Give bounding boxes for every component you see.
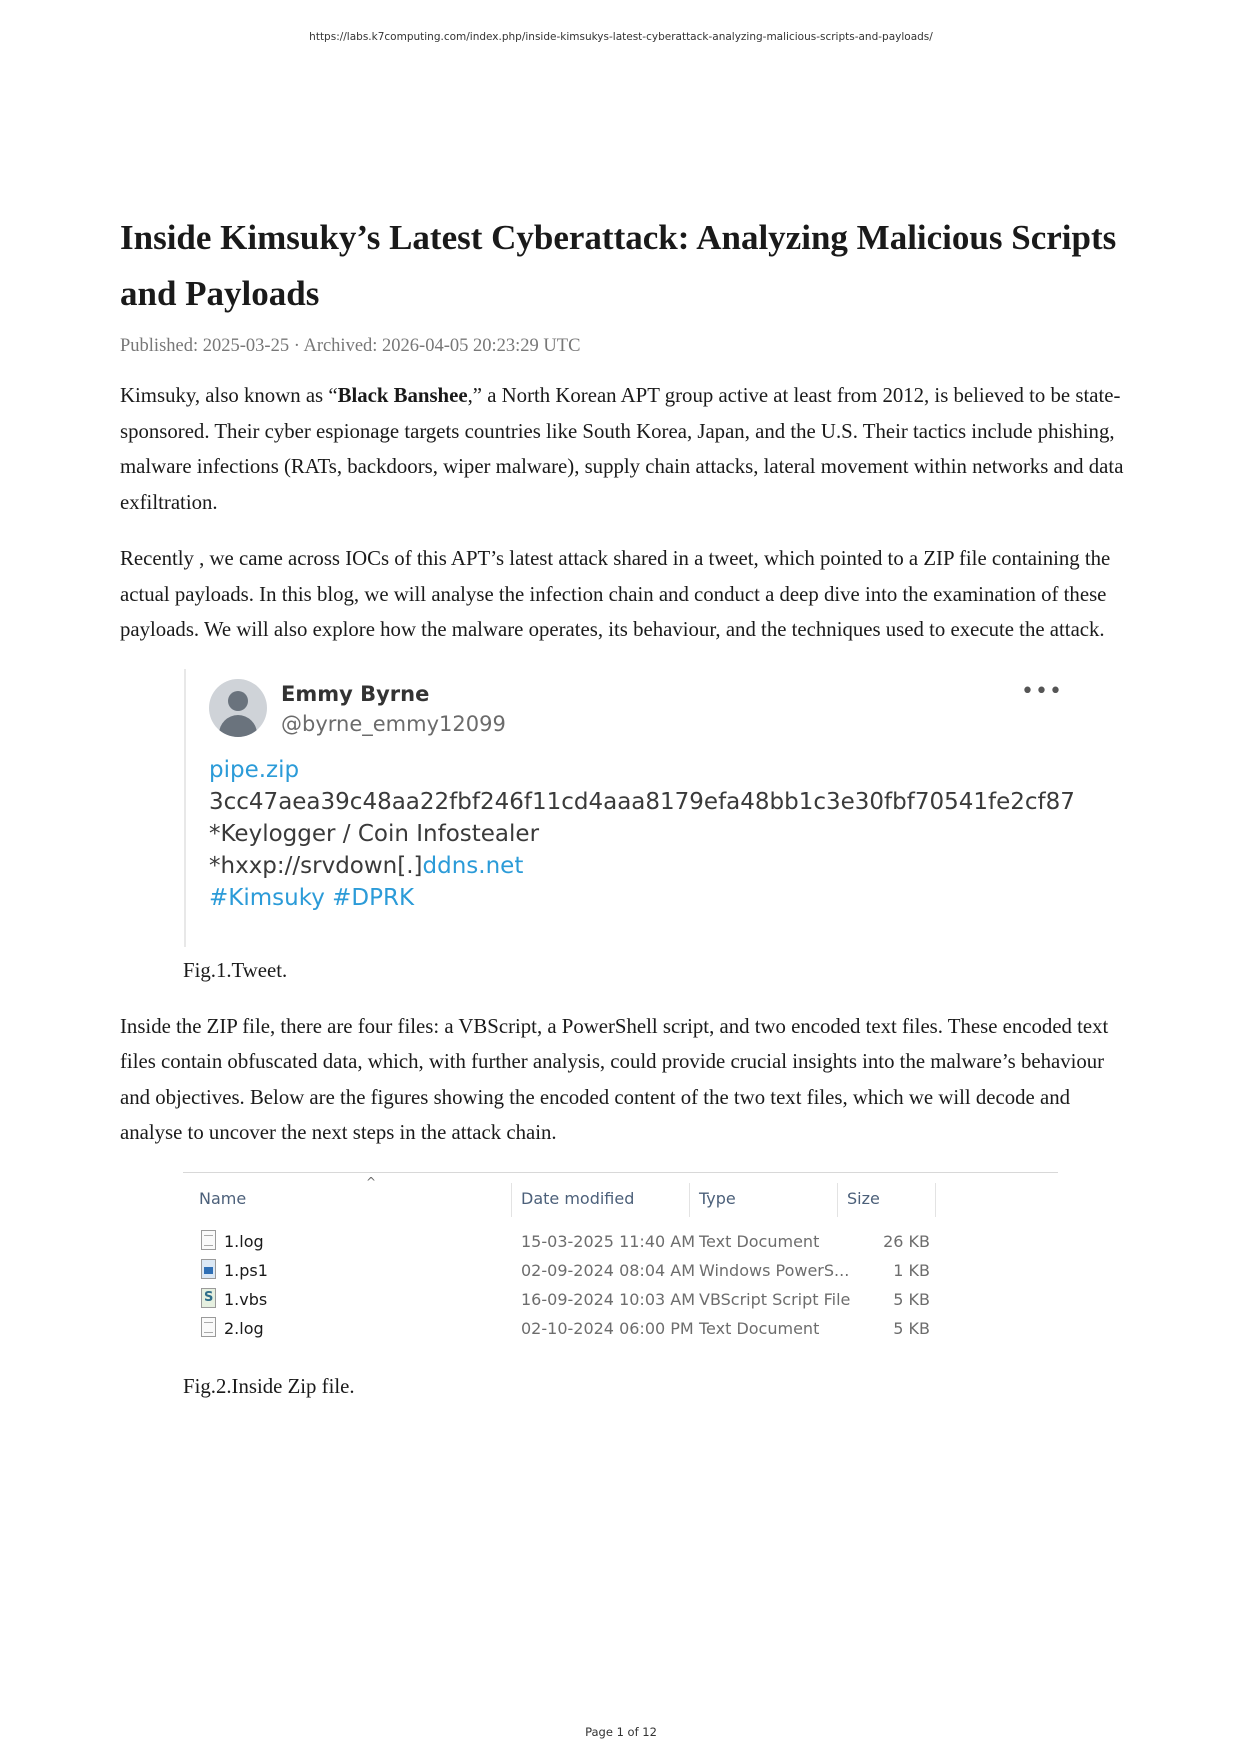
tweet-url-link: ddns.net	[422, 852, 524, 879]
column-header-date: Date modified	[521, 1188, 635, 1208]
file-type: Windows PowerS...	[699, 1260, 850, 1280]
column-divider	[511, 1183, 512, 1217]
tweet-hashtags: #Kimsuky #DPRK	[209, 884, 415, 911]
vbscript-file-icon	[201, 1288, 216, 1308]
text-file-icon	[201, 1230, 216, 1250]
column-header-size: Size	[847, 1188, 880, 1208]
file-row	[183, 1316, 1058, 1342]
page-number: Page 1 of 12	[585, 1725, 657, 1739]
file-size: 26 KB	[883, 1231, 930, 1251]
file-size: 5 KB	[893, 1289, 930, 1309]
avatar-shoulders-shape	[219, 715, 257, 737]
figure-2-caption: Fig.2.Inside Zip file.	[183, 1374, 355, 1398]
intro-text-start: Kimsuky, also known as “	[120, 384, 338, 407]
sort-ascending-icon: ^	[366, 1174, 377, 1189]
figure-1-caption: Fig.1.Tweet.	[183, 958, 288, 982]
column-header-name: Name	[199, 1188, 247, 1208]
file-size: 1 KB	[893, 1260, 930, 1280]
file-date: 02-09-2024 08:04 AM	[521, 1260, 696, 1280]
tweet-description: *Keylogger / Coin Infostealer	[209, 820, 540, 847]
article	[120, 210, 1130, 1399]
column-header-type: Type	[699, 1188, 736, 1208]
tweet-author-handle: @byrne_emmy12099	[281, 711, 506, 736]
file-type: Text Document	[699, 1318, 820, 1338]
tweet-file-name: pipe.zip	[209, 756, 300, 783]
file-name: 1.vbs	[224, 1289, 268, 1309]
file-row	[183, 1258, 1058, 1284]
powershell-file-icon	[201, 1259, 216, 1279]
text-file-icon	[201, 1317, 216, 1337]
tweet-url-prefix: *hxxp://srvdown[.]	[209, 852, 423, 879]
paragraph-recent: Recently , we came across IOCs of this APT’s latest attack shared in a tweet, which pointed to a ZIP file containing the actual payloads. In this blog, we will analyse the infection chain and conduct a deep dive into the examination of these payloads. We will also explore how the malware operates, its behaviour, and the techniques used to execute the attack.	[120, 547, 1111, 641]
file-name: 2.log	[224, 1318, 264, 1338]
file-row	[183, 1229, 1058, 1255]
paragraph-zip-contents: Inside the ZIP file, there are four files: a VBScript, a PowerShell script, and two encoded text files. These encoded text files contain obfuscated data, which, with further analysis, could provide crucial insights into the malware’s behaviour and objectives. Below are the figures showing the encoded content of the two text files, which we will decode and analyse to uncover the next steps in the attack chain.	[120, 1014, 1109, 1144]
file-type: VBScript Script File	[699, 1289, 851, 1309]
file-explorer-figure	[183, 1172, 1058, 1341]
file-size: 5 KB	[893, 1318, 930, 1338]
tweet-author-name: Emmy Byrne	[281, 681, 430, 706]
tweet-figure	[184, 669, 1096, 947]
tweet-hash: 3cc47aea39c48aa22fbf246f11cd4aaa8179efa48bb1c3e30fbf70541fe2cf87	[209, 788, 1075, 815]
avatar-head-shape	[228, 691, 248, 711]
page-url-header: https://labs.k7computing.com/index.php/inside-kimsukys-latest-cyberattack-analyzing-malicious-scripts-and-payloads/	[309, 31, 933, 43]
file-name: 1.ps1	[224, 1260, 268, 1280]
intro-text-rest: ,” a North Korean APT group active at least from 2012, is believed to be state-sponsored. Their cyber espionage targets countries like South Korea, Japan, and the U.S. Their tactics include phishing, malware infections (RATs, backdoors, wiper malware), supply chain attacks, lateral movement within networks and data exfiltration.	[120, 384, 1124, 514]
publish-meta: Published: 2025-03-25 · Archived: 2026-04-05 20:23:29 UTC	[120, 336, 581, 356]
column-divider	[935, 1183, 936, 1217]
file-type: Text Document	[699, 1231, 820, 1251]
column-divider	[837, 1183, 838, 1217]
more-options-icon: •••	[1021, 678, 1063, 704]
file-date: 02-10-2024 06:00 PM	[521, 1318, 694, 1338]
avatar	[209, 679, 267, 737]
column-divider	[689, 1183, 690, 1217]
intro-bold-name: Black Banshee	[337, 384, 468, 407]
tweet-url-line	[209, 853, 523, 879]
file-date: 16-09-2024 10:03 AM	[521, 1289, 696, 1309]
file-name: 1.log	[224, 1231, 264, 1251]
article-title: Inside Kimsuky’s Latest Cyberattack: Analyzing Malicious Scripts and Payloads	[120, 218, 1117, 313]
file-row	[183, 1287, 1058, 1313]
file-date: 15-03-2025 11:40 AM	[521, 1231, 696, 1251]
paragraph-intro	[120, 378, 1130, 520]
